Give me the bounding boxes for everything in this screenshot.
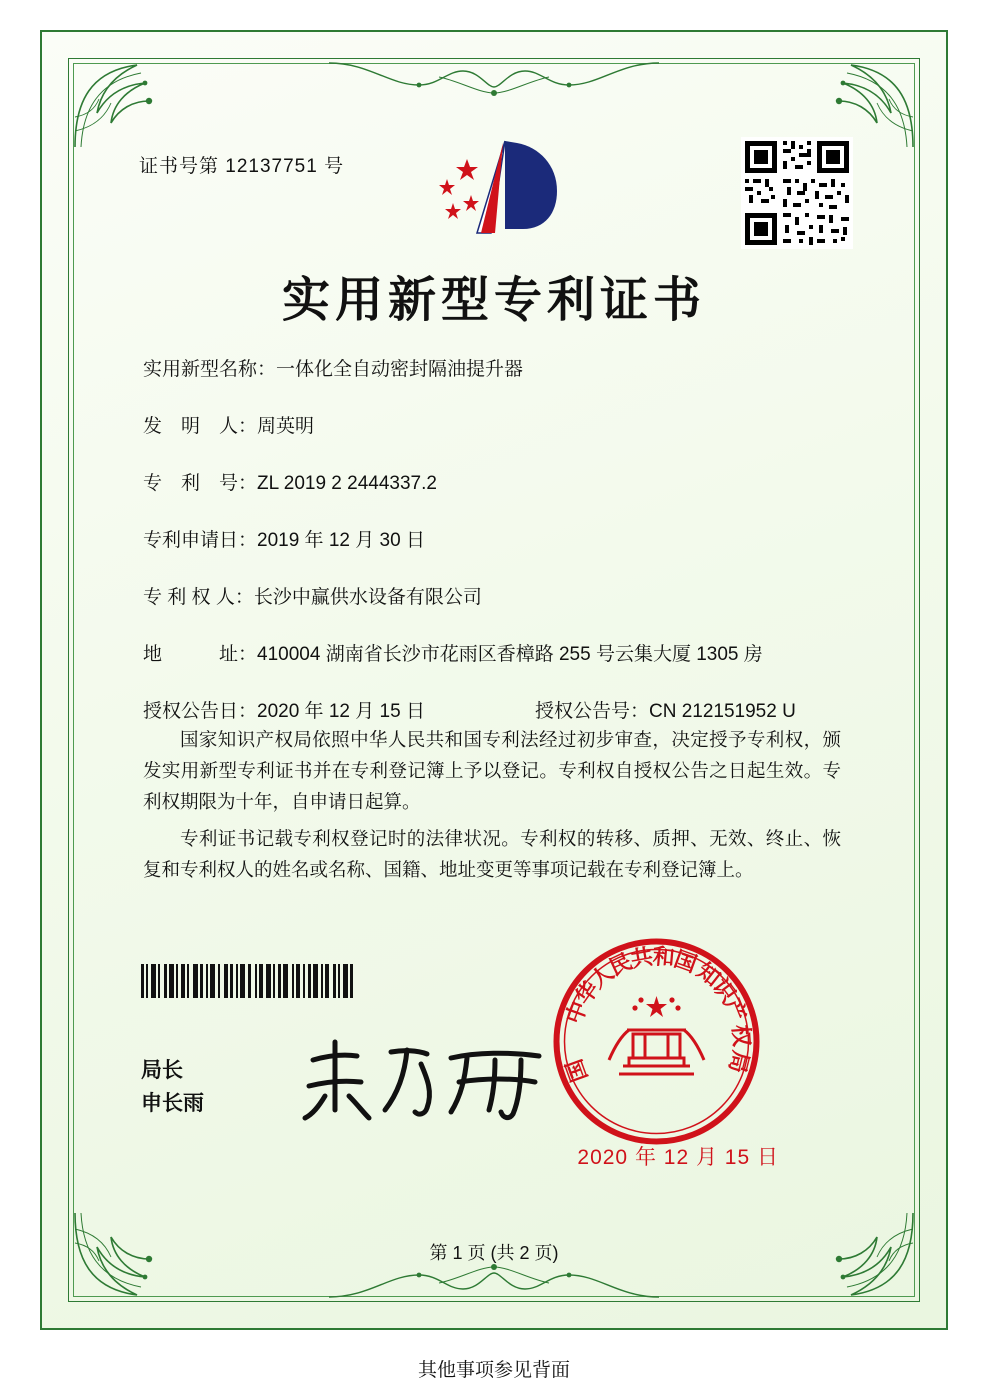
cnipa-logo-icon [419, 129, 569, 249]
field-list [143, 354, 849, 753]
field-label: 地 址： [143, 644, 258, 665]
edge-ornament-top [329, 55, 659, 101]
field-label: 专 利 号： [143, 473, 258, 494]
certificate-number: 证书号第 12137751 号 [139, 156, 345, 177]
field-grant-date [143, 696, 425, 723]
edge-ornament-bottom [329, 1259, 659, 1305]
svg-text:共: 共 [628, 944, 655, 973]
field-value: CN 212151952 U [648, 701, 796, 722]
certificate-content [129, 129, 859, 1261]
svg-text:权: 权 [727, 1023, 754, 1048]
svg-text:民: 民 [605, 949, 637, 982]
qr-code [741, 137, 853, 249]
field-invention-name [143, 354, 849, 381]
field-label: 授权公告日： [143, 701, 258, 722]
field-grant-row [143, 696, 849, 723]
svg-text:知: 知 [691, 958, 725, 992]
svg-text:中: 中 [562, 998, 594, 1028]
field-grant-number [535, 696, 796, 723]
field-application-date [143, 525, 849, 552]
paragraph-2: 专利证书记载专利权登记时的法律状况。专利权的转移、质押、无效、终止、恢复和专利权人的姓名或名称、国籍、地址变更等事项记载在专利登记簿上。 [143, 828, 841, 880]
certificate-frame [40, 30, 948, 1330]
svg-text:产: 产 [718, 995, 751, 1025]
svg-text:国: 国 [562, 1055, 594, 1085]
svg-text:局: 局 [723, 1048, 753, 1076]
field-patentee [143, 582, 849, 609]
certificate-inner-border [68, 58, 920, 1302]
director-block [141, 1054, 204, 1120]
field-label: 发 明 人： [143, 416, 258, 437]
field-patent-number [143, 468, 849, 495]
footnote: 其他事项参见背面 [417, 1359, 570, 1381]
field-inventor [143, 411, 849, 438]
field-label: 授权公告号： [534, 701, 649, 722]
svg-text:人: 人 [586, 960, 619, 994]
field-label: 专 利 权 人： [143, 587, 254, 608]
field-value: ZL 2019 2 2444337.2 [257, 473, 437, 494]
handwritten-signature [299, 1034, 569, 1124]
page-title: 实用新型专利证书 [281, 272, 706, 328]
field-label: 实用新型名称： [143, 359, 277, 380]
director-name: 申长雨 [141, 1091, 204, 1115]
paragraph-1: 国家知识产权局依照中华人民共和国专利法经过初步审查，决定授予专利权，颁发实用新型专利证书并在专利登记簿上予以登记。专利权自授权公告之日起生效。专利权期限为十年，自申请日起算。 [143, 729, 841, 812]
svg-text:华: 华 [571, 977, 605, 1010]
barcode [141, 964, 401, 998]
field-value: 2019 年 12 月 30 日 [257, 530, 425, 551]
svg-text:国: 国 [670, 947, 700, 979]
field-value: 长沙中赢供水设备有限公司 [253, 587, 482, 608]
field-value: 周英明 [257, 416, 315, 437]
official-seal [549, 934, 764, 1149]
legal-paragraphs [143, 724, 841, 891]
seal-date: 2020 年 12 月 15 日 [577, 1146, 779, 1169]
page-number: 第 1 页 (共 2 页) [429, 1243, 559, 1263]
field-value: 2020 年 12 月 15 日 [257, 701, 425, 722]
field-value: 一体化全自动密封隔油提升器 [276, 359, 524, 380]
svg-text:识: 识 [706, 974, 741, 1008]
svg-text:和: 和 [651, 944, 676, 972]
field-value: 410004 湖南省长沙市花雨区香樟路 255 号云集大厦 1305 房 [257, 644, 763, 665]
field-address [143, 639, 849, 666]
field-label: 专利申请日： [143, 530, 258, 551]
director-label: 局长 [141, 1058, 183, 1082]
